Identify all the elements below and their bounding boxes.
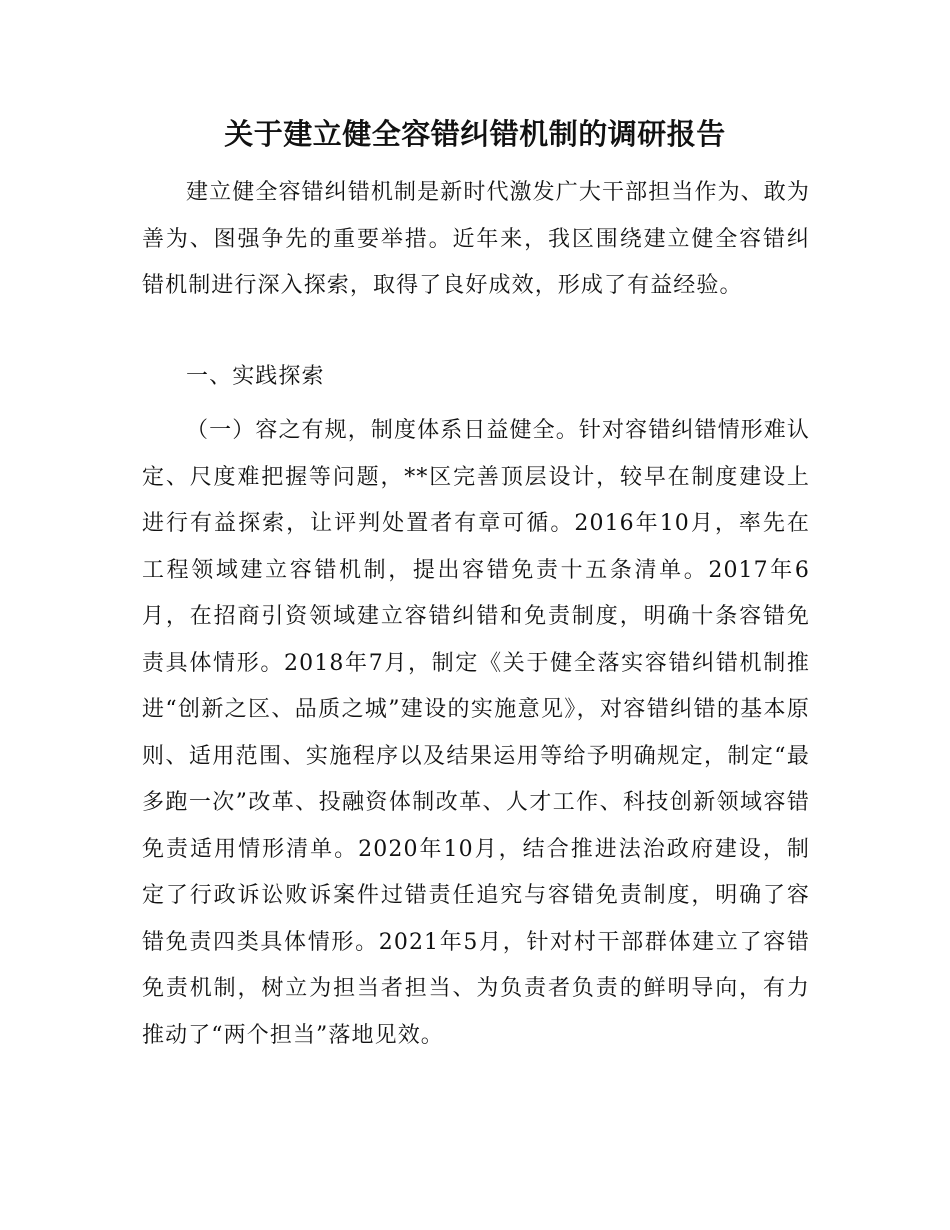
section-heading-practice: 一、实践探索	[186, 364, 325, 389]
intro-paragraph: 建立健全容错纠错机制是新时代激发广大干部担当作为、敢为善为、图强争先的重要举措。近年来，我区围绕建立健全容错纠错机制进行深入探索，取得了良好成效，形成了有益经验。	[142, 180, 810, 298]
section-1-paragraph-1: （一）容之有规，制度体系日益健全。针对容错纠错情形难认定、尺度难把握等问题，**区完善顶层设计，较早在制度建设上进行有益探索，让评判处置者有章可循。2016年10月，率先在工程领域建立容错机制，提出容错免责十五条清单。2017年6月，在招商引资领域建立容错纠错和免责制度，明确十条容错免责具体情形。2018年7月，制定《关于健全落实容错纠错机制推进“创新之区、品质之城”建设的实施意见》，对容错纠错的基本原则、适用范围、实施程序以及结果运用等给予明确规定，制定“最多跑一次”改革、投融资体制改革、人才工作、科技创新领域容错免责适用情形清单。2020年10月，结合推进法治政府建设，制定了行政诉讼败诉案件过错责任追究与容错免责制度，明确了容错免责四类具体情形。2021年5月，针对村干部群体建立了容错免责机制，树立为担当者担当、为负责者负责的鲜明导向，有力推动了“两个担当”落地见效。	[142, 418, 810, 1048]
document-title: 关于建立健全容错纠错机制的调研报告	[224, 117, 726, 151]
